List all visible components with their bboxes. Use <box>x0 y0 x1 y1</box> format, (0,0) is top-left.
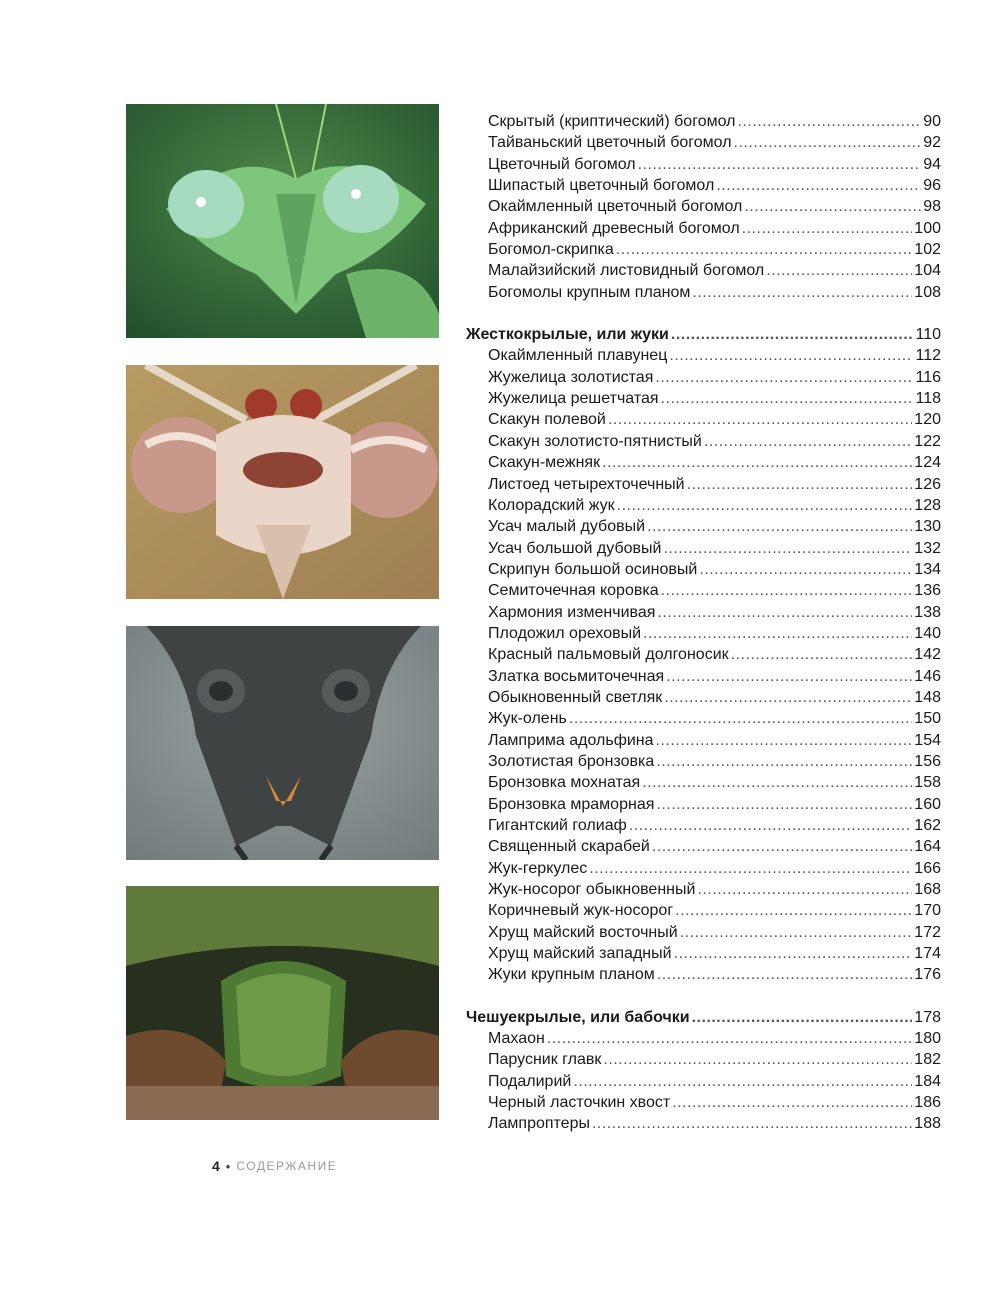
toc-entry[interactable] <box>466 836 941 857</box>
toc-entry[interactable] <box>466 1049 941 1070</box>
toc-page-number: 108 <box>914 283 941 301</box>
toc-leader-dots <box>731 644 913 665</box>
toc-page-number: 136 <box>914 582 941 600</box>
toc-leader-dots <box>664 687 912 708</box>
toc-entry[interactable] <box>466 900 941 921</box>
toc-entry-label: Бронзовка мраморная <box>488 795 655 813</box>
toc-page-number: 174 <box>914 945 941 963</box>
toc-page-number: 170 <box>914 902 941 920</box>
toc-entry[interactable] <box>466 623 941 644</box>
toc-entry[interactable] <box>466 495 941 516</box>
toc-page-number: 148 <box>914 688 941 706</box>
toc-entry-label: Усач малый дубовый <box>488 518 646 536</box>
toc-leader-dots <box>656 794 912 815</box>
toc-entry[interactable] <box>466 602 941 623</box>
toc-leader-dots <box>617 495 913 516</box>
toc-leader-dots <box>547 1028 912 1049</box>
toc-entry-label: Жуки крупным планом <box>488 966 655 984</box>
toc-entry-label: Скрипун большой осиновый <box>488 560 698 578</box>
toc-leader-dots <box>737 111 921 132</box>
toc-leader-dots <box>629 815 913 836</box>
toc-leader-dots <box>656 751 912 772</box>
toc-page-number: 160 <box>914 795 941 813</box>
toc-entry[interactable] <box>466 794 941 815</box>
table-of-contents <box>466 111 941 1156</box>
orchid-mantis-photo <box>126 365 439 599</box>
toc-page-number: 162 <box>914 817 941 834</box>
toc-page-number: 130 <box>914 518 941 536</box>
toc-entry[interactable] <box>466 644 941 665</box>
toc-entry-label: Ламприма адольфина <box>488 731 654 749</box>
toc-entry[interactable] <box>466 559 941 580</box>
toc-page-number: 94 <box>923 155 941 173</box>
toc-entry[interactable] <box>466 751 941 772</box>
toc-page-number: 102 <box>914 241 941 259</box>
toc-entry[interactable] <box>466 409 941 430</box>
toc-page-number: 126 <box>914 475 941 493</box>
toc-entry-label: Колорадский жук <box>488 496 615 514</box>
toc-leader-dots <box>608 409 912 430</box>
toc-entry[interactable] <box>466 730 941 751</box>
toc-entry[interactable] <box>466 388 941 409</box>
toc-leader-dots <box>680 922 913 943</box>
toc-entry[interactable] <box>466 474 941 495</box>
mantis-head-photo <box>126 104 439 338</box>
toc-page-number: 184 <box>914 1072 941 1090</box>
toc-leader-dots <box>672 1092 912 1113</box>
page-number: 4 <box>212 1158 220 1174</box>
toc-leader-dots <box>642 772 912 793</box>
toc-page-number: 90 <box>923 113 941 130</box>
toc-entry[interactable] <box>466 879 941 900</box>
toc-entry-label: Подалирий <box>488 1072 572 1090</box>
toc-entry-label: Священный скарабей <box>488 838 650 856</box>
toc-entry-label: Обыкновенный светляк <box>488 688 663 706</box>
toc-entry[interactable] <box>466 367 941 388</box>
toc-entry-label: Лампроптеры <box>488 1115 590 1133</box>
toc-page-number: 134 <box>914 560 941 578</box>
page-footer <box>212 1158 337 1174</box>
toc-entry-label: Малайзийский листовидный богомол <box>488 262 765 280</box>
toc-entry[interactable] <box>466 218 941 239</box>
toc-leader-dots <box>734 132 922 153</box>
toc-entry-label: Красный пальмовый долгоносик <box>488 646 729 664</box>
toc-entry[interactable] <box>466 580 941 601</box>
toc-leader-dots <box>692 1007 913 1028</box>
toc-entry-label: Богомол-скрипка <box>488 241 614 259</box>
toc-leader-dots <box>742 218 913 239</box>
toc-section-mantises <box>466 111 941 303</box>
toc-entry-label: Жужелица решетчатая <box>488 390 659 408</box>
toc-entry[interactable] <box>466 1113 941 1134</box>
toc-leader-dots <box>655 367 913 388</box>
rose-chafer-photo <box>126 886 439 1120</box>
toc-entry[interactable] <box>466 175 941 196</box>
toc-entry-label: Тайваньский цветочный богомол <box>488 134 732 152</box>
toc-leader-dots <box>697 879 912 900</box>
toc-page-number: 166 <box>914 859 941 877</box>
toc-entry-label: Скрытый (криптический) богомол <box>488 113 736 130</box>
toc-leader-dots <box>657 964 913 985</box>
toc-entry-label: Скакун полевой <box>488 411 606 429</box>
toc-leader-dots <box>603 1049 912 1070</box>
toc-leader-dots <box>638 154 922 175</box>
toc-page-number: 178 <box>914 1008 941 1026</box>
toc-entry-label: Скакун-межняк <box>488 454 601 472</box>
toc-entry[interactable] <box>466 1071 941 1092</box>
toc-page-number: 186 <box>914 1094 941 1112</box>
toc-page-number: 120 <box>914 411 941 429</box>
toc-leader-dots <box>744 196 921 217</box>
toc-leader-dots <box>669 345 913 366</box>
toc-section-heading[interactable] <box>466 324 941 345</box>
toc-entry[interactable] <box>466 196 941 217</box>
toc-page-number: 116 <box>915 368 941 386</box>
toc-entry[interactable] <box>466 708 941 729</box>
toc-page-number: 96 <box>923 177 941 195</box>
toc-entry-label: Гигантский голиаф <box>488 817 627 834</box>
toc-entry-label: Усач большой дубовый <box>488 539 662 557</box>
toc-entry-label: Жук-геркулес <box>488 859 588 877</box>
toc-entry-label: Бронзовка мохнатая <box>488 774 641 792</box>
toc-leader-dots <box>602 452 912 473</box>
toc-entry[interactable] <box>466 538 941 559</box>
toc-leader-dots <box>656 730 913 751</box>
toc-leader-dots <box>675 900 912 921</box>
toc-entry[interactable] <box>466 452 941 473</box>
toc-entry-label: Шипастый цветочный богомол <box>488 177 715 195</box>
toc-entry-label: Семиточечная коровка <box>488 582 659 600</box>
toc-page-number: 172 <box>914 923 941 941</box>
toc-page-number: 98 <box>923 198 941 216</box>
bullet-separator: • <box>225 1158 231 1174</box>
toc-entry[interactable] <box>466 154 941 175</box>
toc-entry-label: Парусник главк <box>488 1051 602 1069</box>
toc-page-number: 132 <box>914 539 941 557</box>
toc-page-number: 150 <box>914 710 941 728</box>
toc-page-number: 100 <box>914 219 941 237</box>
toc-page-number: 168 <box>914 881 941 899</box>
toc-entry-label: Жужелица золотистая <box>488 368 654 386</box>
toc-entry[interactable] <box>466 922 941 943</box>
toc-leader-dots <box>704 431 912 452</box>
toc-page-number: 92 <box>923 134 941 152</box>
toc-leader-dots <box>766 260 912 281</box>
toc-entry-label: Африканский древесный богомол <box>488 219 740 237</box>
beetle-head-photo <box>126 626 439 860</box>
toc-leader-dots <box>666 666 912 687</box>
toc-entry-label: Жук-олень <box>488 710 567 728</box>
toc-entry[interactable] <box>466 943 941 964</box>
toc-entry[interactable] <box>466 345 941 366</box>
toc-leader-dots <box>652 836 912 857</box>
toc-entry-label: Плодожил ореховый <box>488 624 642 642</box>
toc-section-beetles <box>466 324 941 986</box>
toc-page-number: 164 <box>914 838 941 856</box>
toc-entry-label: Жук-носорог обыкновенный <box>488 881 696 899</box>
toc-entry-label: Богомолы крупным планом <box>488 283 691 301</box>
toc-leader-dots <box>616 239 913 260</box>
toc-page-number: 180 <box>914 1030 941 1048</box>
toc-entry[interactable] <box>466 815 941 836</box>
toc-page-number: 142 <box>914 646 941 664</box>
toc-leader-dots <box>663 538 912 559</box>
toc-leader-dots <box>643 623 912 644</box>
toc-entry-label: Махаон <box>488 1030 545 1048</box>
toc-leader-dots <box>674 943 913 964</box>
toc-page-number: 154 <box>914 731 941 749</box>
toc-entry[interactable] <box>466 111 941 132</box>
toc-entry[interactable] <box>466 666 941 687</box>
toc-entry-label: Золотистая бронзовка <box>488 752 655 770</box>
toc-leader-dots <box>592 1113 912 1134</box>
toc-entry[interactable] <box>466 282 941 303</box>
toc-entry-label: Цветочный богомол <box>488 155 636 173</box>
toc-entry[interactable] <box>466 431 941 452</box>
toc-entry-label: Златка восьмиточечная <box>488 667 665 685</box>
toc-page-number: 122 <box>914 432 941 450</box>
toc-leader-dots <box>647 516 912 537</box>
toc-page-number: 128 <box>914 496 941 514</box>
toc-leader-dots <box>661 388 914 409</box>
toc-leader-dots <box>699 559 912 580</box>
toc-entry-label: Листоед четырехточечный <box>488 475 685 493</box>
toc-entry[interactable] <box>466 260 941 281</box>
toc-entry[interactable] <box>466 1092 941 1113</box>
toc-leader-dots <box>569 708 912 729</box>
toc-entry-label: Хрущ майский западный <box>488 945 672 963</box>
toc-section-butterflies <box>466 1007 941 1135</box>
toc-page-number: 156 <box>914 752 941 770</box>
toc-page-number: 110 <box>915 326 941 344</box>
toc-page-number: 138 <box>914 603 941 621</box>
toc-leader-dots <box>661 580 913 601</box>
toc-entry[interactable] <box>466 132 941 153</box>
toc-leader-dots <box>716 175 921 196</box>
toc-entry[interactable] <box>466 687 941 708</box>
toc-entry-label: Скакун золотисто-пятнистый <box>488 432 702 450</box>
toc-page-number: 112 <box>915 347 941 365</box>
toc-page-number: 188 <box>914 1115 941 1133</box>
toc-entry-label: Окаймленный плавунец <box>488 347 668 365</box>
toc-leader-dots <box>573 1071 912 1092</box>
toc-entry[interactable] <box>466 1028 941 1049</box>
footer-caption: СОДЕРЖАНИЕ <box>236 1159 338 1173</box>
toc-leader-dots <box>692 282 912 303</box>
toc-page-number: 176 <box>914 966 941 984</box>
toc-page-number: 140 <box>914 624 941 642</box>
toc-entry[interactable] <box>466 239 941 260</box>
toc-leader-dots <box>589 858 912 879</box>
toc-entry-label: Хармония изменчивая <box>488 603 656 621</box>
toc-entry[interactable] <box>466 516 941 537</box>
toc-page-number: 124 <box>914 454 941 472</box>
toc-entry[interactable] <box>466 858 941 879</box>
toc-entry-label: Коричневый жук-носорог <box>488 902 674 920</box>
toc-entry-label: Хрущ майский восточный <box>488 923 678 941</box>
toc-entry[interactable] <box>466 772 941 793</box>
toc-entry-label: Окаймленный цветочный богомол <box>488 198 743 216</box>
toc-leader-dots <box>657 602 912 623</box>
toc-heading-label: Жесткокрылые, или жуки <box>466 326 669 344</box>
toc-page-number: 104 <box>914 262 941 280</box>
toc-page-number: 158 <box>914 774 941 792</box>
toc-entry[interactable] <box>466 964 941 985</box>
toc-section-heading[interactable] <box>466 1007 941 1028</box>
toc-leader-dots <box>687 474 913 495</box>
toc-page-number: 118 <box>915 390 941 408</box>
toc-leader-dots <box>671 324 914 345</box>
toc-heading-label: Чешуекрылые, или бабочки <box>466 1008 690 1026</box>
toc-entry-label: Черный ласточкин хвост <box>488 1094 671 1112</box>
toc-page-number: 182 <box>914 1051 941 1069</box>
toc-page-number: 146 <box>914 667 941 685</box>
